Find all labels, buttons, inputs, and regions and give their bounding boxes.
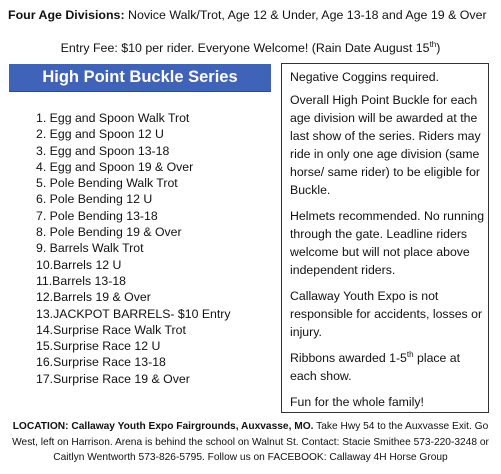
rain-date-suffix: th xyxy=(429,39,437,49)
event-item: 15.Surprise Race 12 U xyxy=(36,339,161,354)
event-item: 7. Pole Bending 13-18 xyxy=(36,208,158,223)
event-item: 9. Barrels Walk Trot xyxy=(36,241,144,256)
event-list xyxy=(36,110,231,387)
event-item: 12.Barrels 19 & Over xyxy=(36,290,151,305)
liability-note: Callaway Youth Expo is not responsible for accidents, losses or injury. xyxy=(290,289,483,339)
fun-note: Fun for the whole family! xyxy=(290,395,424,409)
ribbons-suffix: th xyxy=(406,349,414,359)
event-item: 6. Pole Bending 12 U xyxy=(36,192,153,207)
ribbons-note xyxy=(290,349,488,385)
helmets-note: Helmets recommended. No running through the gate. Leadline riders welcome but will not place above independent riders. xyxy=(290,209,485,277)
event-item: 13.JACKPOT BARRELS- $10 Entry xyxy=(36,306,231,321)
event-item: 10.Barrels 12 U xyxy=(36,257,122,272)
event-item: 2. Egg and Spoon 12 U xyxy=(36,127,164,142)
coggins-note: Negative Coggins required. xyxy=(290,70,440,84)
entry-fee-text: Entry Fee: $10 per rider. Everyone Welcome! (Rain Date August 15 xyxy=(60,41,430,55)
entry-fee-line xyxy=(0,41,501,55)
event-item: 5. Pole Bending Walk Trot xyxy=(36,176,178,191)
age-divisions-label: Four Age Divisions: xyxy=(8,8,125,22)
series-title-banner: High Point Buckle Series xyxy=(9,64,271,91)
location-directions: Take Hwy 54 to the Auxvasse Exit. Go West, left on Harrison. Arena is behind the school on Walnut St. Contact: Stacie Smithee 573-220-3248 or Caitlyn Wentworth 573-826-5795. Follow us on FACEBOOK: Callaway 4H Horse Group xyxy=(12,421,489,463)
event-item: 3. Egg and Spoon 13-18 xyxy=(36,143,170,158)
event-item: 14.Surprise Race Walk Trot xyxy=(36,322,186,337)
event-item: 16.Surprise Race 13-18 xyxy=(36,355,166,370)
event-item: 1. Egg and Spoon Walk Trot xyxy=(36,111,190,125)
location-label: LOCATION: Callaway Youth Expo Fairgrounds, Auxvasse, MO. xyxy=(12,421,314,432)
event-item: 11.Barrels 13-18 xyxy=(36,273,126,288)
ribbons-text: Ribbons awarded 1-5 xyxy=(290,351,407,365)
event-item: 4. Egg and Spoon 19 & Over xyxy=(36,159,194,174)
event-item: 8. Pole Bending 19 & Over xyxy=(36,225,182,240)
age-divisions-text: Novice Walk/Trot, Age 12 & Under, Age 13-18 and Age 19 & Over xyxy=(124,8,487,22)
buckle-note: Overall High Point Buckle for each age division will be awarded at the last show of the series. Riders may ride in only one age division (same horse/ same rider) to be eligible for Buckle. xyxy=(290,93,481,197)
ribbons-text-end: place at each show. xyxy=(290,351,461,383)
location-footer xyxy=(0,419,501,466)
rain-date-close: ) xyxy=(436,41,441,55)
age-divisions-line xyxy=(8,8,498,22)
info-box xyxy=(281,63,489,413)
event-item: 17.Surprise Race 19 & Over xyxy=(36,371,190,386)
